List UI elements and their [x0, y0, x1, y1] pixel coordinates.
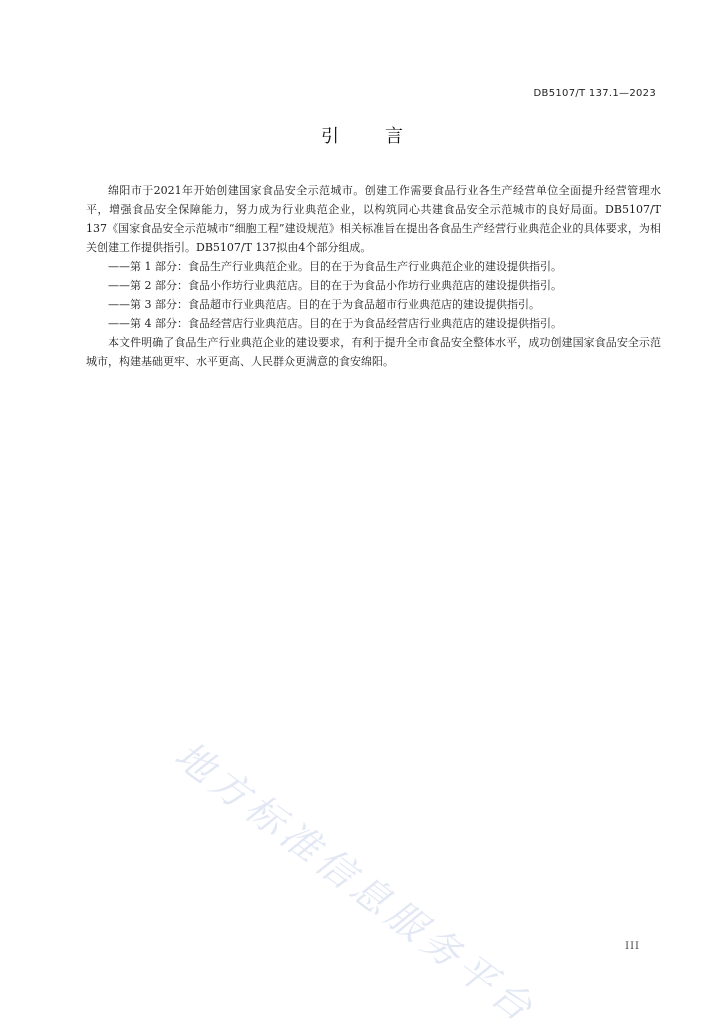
part-list-item: ——第 2 部分：食品小作坊行业典范店。目的在于为食品小作坊行业典范店的建设提供指引。 — [108, 279, 562, 292]
document-code: DB5107/T 137.1—2023 — [533, 88, 656, 99]
section-title: 引言 — [321, 126, 449, 147]
intro-paragraph: 绵阳市于2021年开始创建国家食品安全示范城市。创建工作需要食品行业各生产经营单位全面提升经营管理水平，增强食品安全保障能力，努力成为行业典范企业，以构筑同心共建食品安全示范城市的良好局面。DB5107/T 137《国家食品安全示范城市“细胞工程”建设规范》相关标准旨在提出各食品生产经营行业典范企业的具体要求，为相关创建工作提供指引。DB5107/T 137拟由4个部分组成。 — [86, 184, 661, 254]
watermark: 地方标准信息服务平台 — [166, 732, 545, 1033]
part-list-item: ——第 3 部分：食品超市行业典范店。目的在于为食品超市行业典范店的建设提供指引。 — [108, 298, 540, 311]
part-list-item: ——第 4 部分：食品经营店行业典范店。目的在于为食品经营店行业典范店的建设提供指引。 — [108, 317, 562, 330]
closing-paragraph: 本文件明确了食品生产行业典范企业的建设要求，有利于提升全市食品安全整体水平，成功创建国家食品安全示范城市，构建基础更牢、水平更高、人民群众更满意的食安绵阳。 — [86, 336, 661, 368]
body-text — [86, 181, 661, 371]
page-number: III — [625, 941, 640, 952]
part-list-item: ——第 1 部分：食品生产行业典范企业。目的在于为食品生产行业典范企业的建设提供指引。 — [108, 260, 562, 273]
